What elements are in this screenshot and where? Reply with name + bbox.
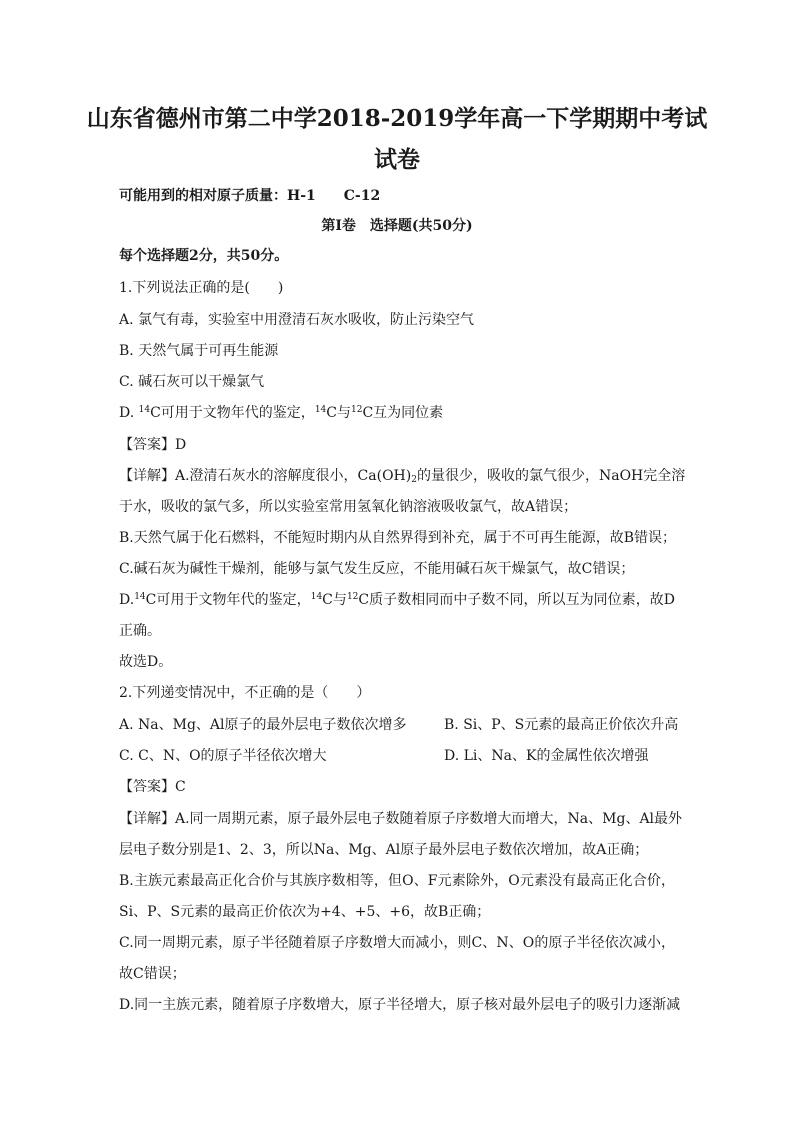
q1-option-c: C. 碱石灰可以干燥氯气 — [119, 374, 265, 390]
q1-exp5-post: C质子数相同而中子数不同，所以互为同位素，故D — [358, 592, 676, 608]
q2-stem: 2.下列递变情况中，不正确的是（ ） — [119, 685, 371, 701]
q1-option-d-sup2: 14 — [314, 405, 327, 415]
q1-option-d-mid1: C可用于文物年代的鉴定， — [150, 405, 315, 421]
q2-option-d: D. Li、Na、K的金属性依次增强 — [444, 748, 649, 764]
q2-exp7-text: D.同一主族元素，随着原子序数增大，原子半径增大，原子核对最外层电子的吸引力逐渐减 — [119, 997, 681, 1013]
q1-answer: 【答案】D — [119, 437, 187, 453]
q1-explanation-6: 正确。 — [119, 623, 161, 639]
q1-option-b: B. 天然气属于可再生能源 — [119, 343, 279, 359]
q1-explanation-1 — [119, 466, 686, 486]
q1-option-d-post: C互为同位素 — [362, 405, 444, 421]
section-heading: 第Ⅰ卷 选择题(共50分) — [321, 218, 473, 234]
q2-explanation-1 — [119, 809, 683, 829]
q2-explanation-5 — [119, 933, 675, 953]
q1-option-d-prefix: D. — [119, 405, 139, 421]
q2-explanation-3 — [119, 871, 675, 891]
q1-option-d — [119, 403, 443, 423]
q2-option-a: A. Na、Mg、Al原子的最外层电子数依次增多 — [119, 717, 407, 733]
q1-explanation-3: B.天然气属于化石燃料，不能短时期内从自然界得到补充，属于不可再生能源，故B错误； — [119, 530, 677, 546]
q2-option-c: C. C、N、O的原子半径依次增大 — [119, 748, 327, 764]
q1-exp5-mid1: C可用于文物年代的鉴定， — [145, 592, 311, 608]
q1-conclusion: 故选D。 — [119, 654, 173, 670]
q2-explanation-7 — [119, 995, 681, 1015]
q1-option-d-sup3: 12 — [350, 405, 363, 415]
document-title-line1: 山东省德州市第二中学2018-2019学年高一下学期期中考试 — [86, 105, 708, 132]
q2-option-b: B. Si、P、S元素的最高正价依次升高 — [444, 717, 679, 733]
q1-exp5-sup1: 14 — [134, 592, 146, 602]
q1-exp5-sup2: 14 — [310, 592, 323, 602]
q1-exp5-pre: D. — [119, 592, 135, 608]
q1-explanation-2: 于水，吸收的氯气多，所以实验室常用氢氧化钠溶液吸收氯气，故A错误； — [119, 499, 578, 515]
q1-exp5-sup3: 12 — [346, 592, 359, 602]
q1-exp1-sub: 2 — [411, 475, 417, 485]
q2-explanation-4: Si、P、S元素的最高正价依次为+4、+5、+6，故B正确； — [119, 904, 491, 920]
q1-exp1-pre: 【详解】A.澄清石灰水的溶解度很小，Ca(OH) — [119, 468, 412, 484]
q2-exp3-text: B.主族元素最高正化合价与其族序数相等，但O、F元素除外，O元素没有最高正化合价， — [119, 873, 675, 889]
atomic-mass-note: 可能用到的相对原子质量：H-1 C-12 — [119, 188, 381, 204]
q2-exp1-text: 【详解】A.同一周期元素，原子最外层电子数随着原子序数增大而增大，Na、Mg、Al最外 — [119, 811, 683, 827]
q1-exp5-mid2: C与 — [322, 592, 347, 608]
q2-explanation-6: 故C错误； — [119, 966, 186, 982]
q2-exp5-text: C.同一周期元素，原子半径随着原子序数增大而减小，则C、N、O的原子半径依次减小， — [119, 935, 675, 951]
q1-exp1-post: 的量很少，吸收的氯气很少，NaOH完全溶 — [416, 468, 686, 484]
section-note: 每个选择题2分，共50分。 — [119, 248, 289, 264]
document-title-line2: 试卷 — [374, 146, 420, 173]
q1-explanation-5 — [119, 590, 675, 610]
q1-option-d-mid2: C与 — [326, 405, 351, 421]
q2-explanation-2: 层电子数分别是1、2、3，所以Na、Mg、Al原子最外层电子数依次增加，故A正确； — [119, 842, 649, 858]
q1-option-a: A. 氯气有毒，实验室中用澄清石灰水吸收，防止污染空气 — [119, 312, 475, 328]
q1-stem: 1.下列说法正确的是( ) — [119, 280, 284, 296]
q1-explanation-4: C.碱石灰为碱性干燥剂，能够与氯气发生反应，不能用碱石灰干燥氯气，故C错误； — [119, 561, 635, 577]
q2-answer: 【答案】C — [119, 779, 186, 795]
q1-option-d-sup1: 14 — [138, 405, 151, 415]
